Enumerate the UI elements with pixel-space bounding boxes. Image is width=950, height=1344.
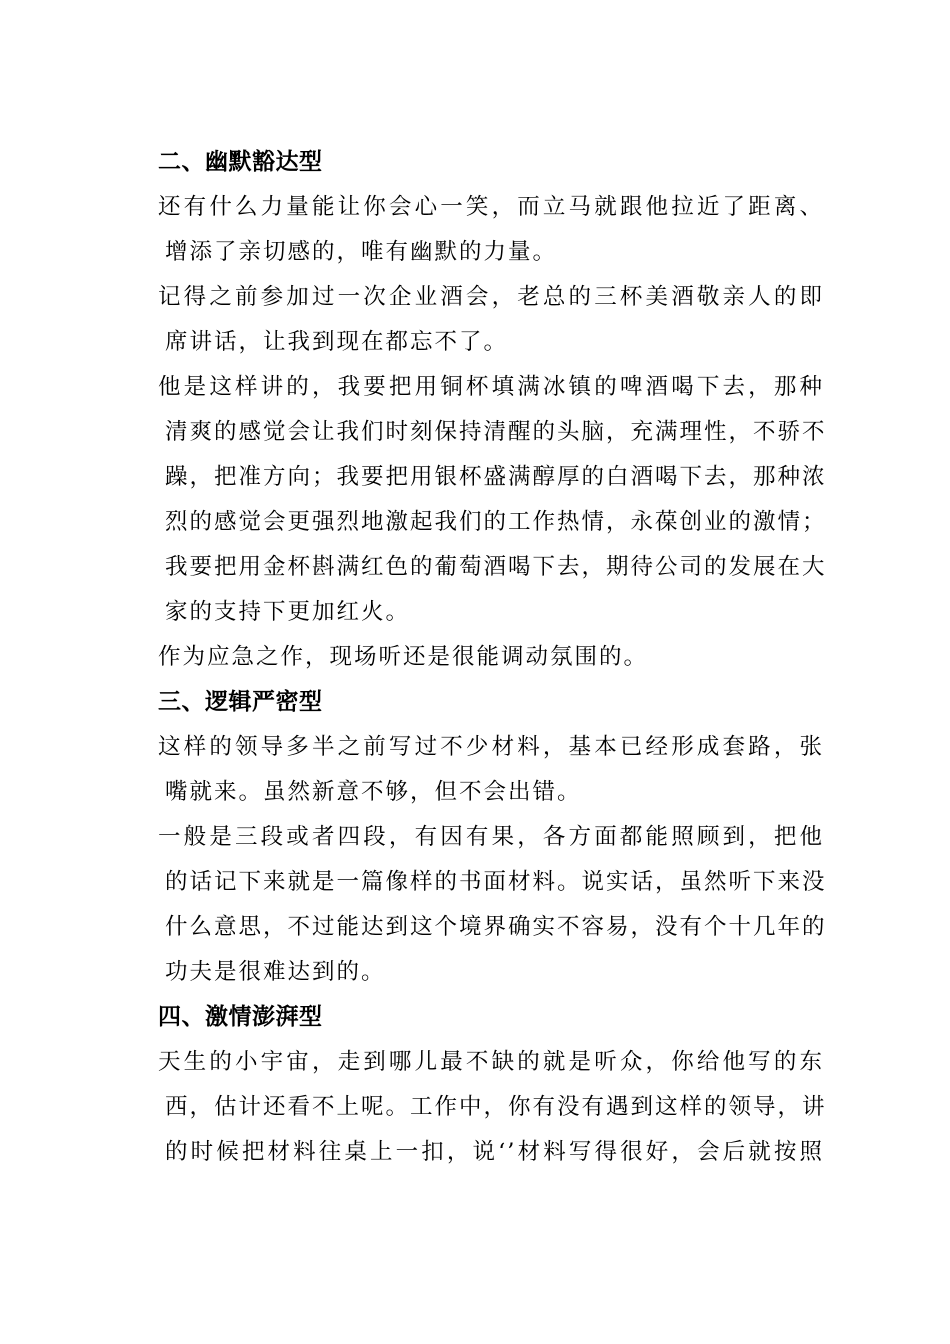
section-heading-logic: 三、逻辑严密型 (158, 689, 323, 715)
text-line: 的话记下来就是一篇像样的书面材料。说实话，虽然听下来没 (165, 869, 827, 895)
text-line: 作为应急之作，现场听还是很能调动氛围的。 (158, 644, 649, 670)
paragraph-humor-toast (120, 365, 827, 635)
text-line: 一般是三段或者四段，有因有果，各方面都能照顾到，把他 (158, 824, 824, 850)
text-line: 西，估计还看不上呢。工作中，你有没有遇到这样的领导，讲 (165, 1094, 827, 1120)
section-heading-humor: 二、幽默豁达型 (158, 149, 323, 175)
text-line: 嘴就来。虽然新意不够，但不会出错。 (165, 779, 582, 805)
paragraph-logic-detail (120, 815, 827, 995)
text-line: 天生的小宇宙，走到哪儿最不缺的就是听众，你给他写的东 (158, 1049, 824, 1075)
text-line: 什么意思，不过能达到这个境界确实不容易，没有个十几年的 (165, 914, 827, 940)
text-line: 躁，把准方向；我要把用银杯盛满醇厚的白酒喝下去，那种浓 (165, 464, 827, 490)
text-line: 增添了亲切感的，唯有幽默的力量。 (165, 239, 558, 265)
paragraph-humor-intro (120, 185, 824, 275)
paragraph-logic-intro (120, 725, 824, 815)
text-line: 席讲话，让我到现在都忘不了。 (165, 329, 509, 355)
text-line: 的时候把材料往桌上一扣，说‘’材料写得很好，会后就按照 (165, 1139, 824, 1165)
paragraph-humor-summary (120, 635, 824, 680)
text-line: 还有什么力量能让你会心一笑，而立马就跟他拉近了距离、 (158, 194, 824, 220)
text-line: 记得之前参加过一次企业酒会，老总的三杯美酒敬亲人的即 (158, 284, 824, 310)
section-heading-passion: 四、激情澎湃型 (158, 1004, 323, 1030)
text-line: 这样的领导多半之前写过不少材料，基本已经形成套路，张 (158, 734, 824, 760)
text-line: 烈的感觉会更强烈地激起我们的工作热情，永葆创业的激情； (165, 509, 827, 535)
text-line: 家的支持下更加红火。 (165, 599, 411, 625)
text-line: 功夫是很难达到的。 (165, 959, 386, 985)
text-line: 我要把用金杯斟满红色的葡萄酒喝下去，期待公司的发展在大 (165, 554, 827, 580)
paragraph-humor-memory (120, 275, 824, 365)
document-body (120, 140, 827, 1175)
paragraph-passion-intro (120, 1040, 827, 1175)
text-line: 他是这样讲的，我要把用铜杯填满冰镇的啤酒喝下去，那种 (158, 374, 824, 400)
text-line: 清爽的感觉会让我们时刻保持清醒的头脑，充满理性，不骄不 (165, 419, 827, 445)
